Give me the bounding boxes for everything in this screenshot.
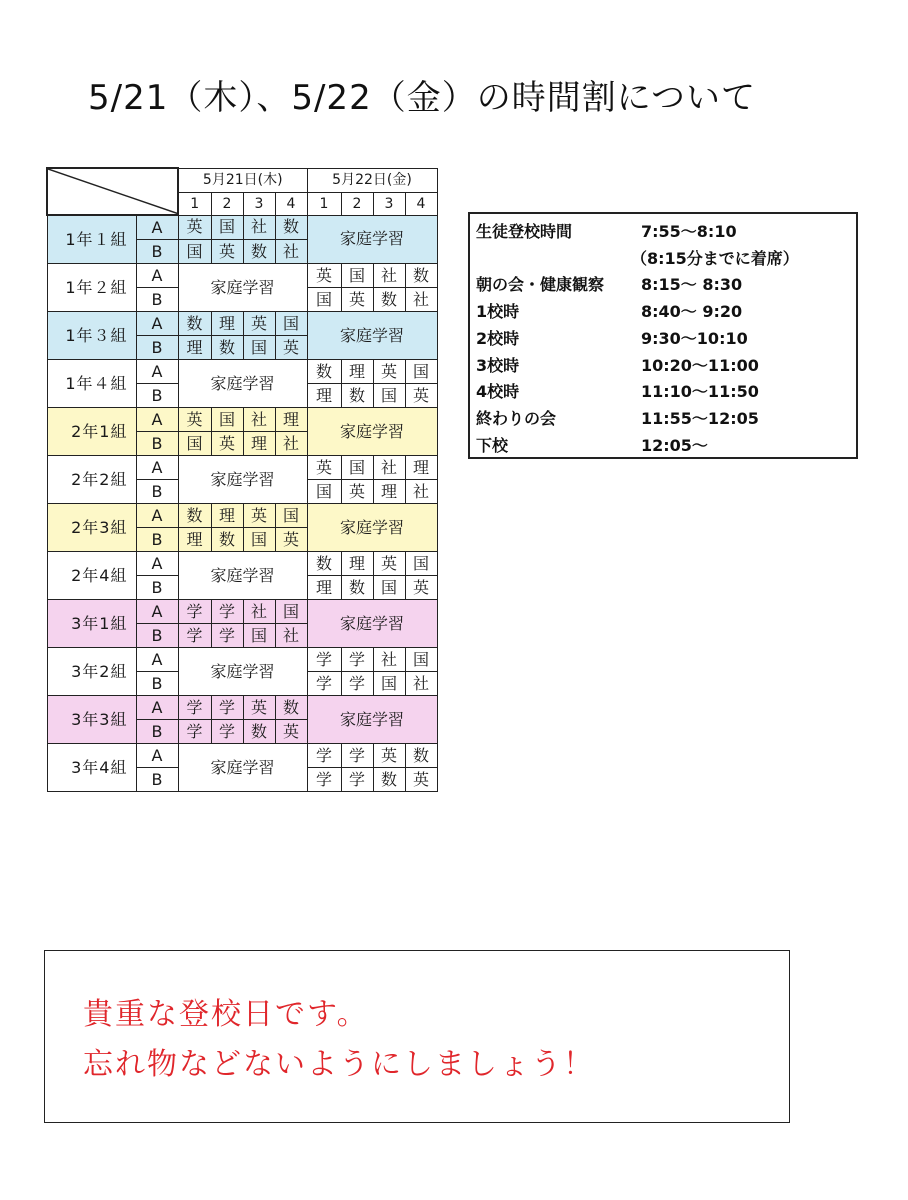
home-study-cell: 家庭学習 xyxy=(307,600,437,648)
subject-cell: 学 xyxy=(307,672,341,696)
subject-cell: 国 xyxy=(275,312,307,336)
class-name-cell: 2年4組 xyxy=(47,552,136,600)
subject-cell: 英 xyxy=(373,360,405,384)
subject-cell: 国 xyxy=(275,600,307,624)
subject-cell: 理 xyxy=(211,312,243,336)
group-b-label: B xyxy=(136,768,178,792)
subject-cell: 理 xyxy=(341,552,373,576)
subject-cell: 数 xyxy=(405,264,437,288)
subject-cell: 国 xyxy=(373,672,405,696)
group-b-label: B xyxy=(136,432,178,456)
schedule-label: 朝の会・健康観察 xyxy=(476,275,605,295)
subject-cell: 社 xyxy=(373,456,405,480)
home-study-cell: 家庭学習 xyxy=(307,312,437,360)
subject-cell: 学 xyxy=(211,600,243,624)
subject-cell: 社 xyxy=(275,432,307,456)
day1-header: 5月21日(木) xyxy=(178,168,307,192)
group-a-label: A xyxy=(136,215,178,240)
group-a-label: A xyxy=(136,504,178,528)
subject-cell: 学 xyxy=(211,624,243,648)
subject-cell: 数 xyxy=(243,720,275,744)
subject-cell: 社 xyxy=(275,240,307,264)
subject-cell: 社 xyxy=(405,288,437,312)
subject-cell: 理 xyxy=(243,432,275,456)
class-name-cell: 1年３組 xyxy=(47,312,136,360)
subject-cell: 国 xyxy=(405,552,437,576)
subject-cell: 学 xyxy=(307,768,341,792)
diagonal-line xyxy=(48,169,178,214)
schedule-label: 4校時 xyxy=(476,382,520,402)
subject-cell: 国 xyxy=(178,432,211,456)
subject-cell: 学 xyxy=(178,600,211,624)
class-name-cell: 1年２組 xyxy=(47,264,136,312)
subject-cell: 理 xyxy=(373,480,405,504)
subject-cell: 国 xyxy=(341,456,373,480)
class-name-cell: 2年3組 xyxy=(47,504,136,552)
subject-cell: 数 xyxy=(405,744,437,768)
schedule-time: 10:20～11:00 xyxy=(641,355,759,375)
group-a-label: A xyxy=(136,408,178,432)
day2-header: 5月22日(金) xyxy=(307,168,437,192)
subject-cell: 数 xyxy=(243,240,275,264)
subject-cell: 数 xyxy=(211,528,243,552)
subject-cell: 社 xyxy=(373,648,405,672)
subject-cell: 英 xyxy=(178,408,211,432)
subject-cell: 理 xyxy=(341,360,373,384)
notice-line-1: 貴重な登校日です。 xyxy=(83,997,369,1032)
schedule-time: 11:55～12:05 xyxy=(641,408,759,428)
schedule-time: 9:30～10:10 xyxy=(641,328,748,348)
class-name-cell: 1年４組 xyxy=(47,360,136,408)
period-header: 2 xyxy=(341,192,373,215)
schedule-time: 8:15～ 8:30 xyxy=(641,275,743,295)
subject-cell: 英 xyxy=(405,768,437,792)
subject-cell: 英 xyxy=(243,696,275,720)
subject-cell: 社 xyxy=(405,480,437,504)
period-header: 4 xyxy=(275,192,307,215)
home-study-cell: 家庭学習 xyxy=(307,408,437,456)
group-a-label: A xyxy=(136,744,178,768)
subject-cell: 理 xyxy=(178,336,211,360)
schedule-label: 3校時 xyxy=(476,355,520,375)
group-b-label: B xyxy=(136,672,178,696)
subject-cell: 社 xyxy=(405,672,437,696)
subject-cell: 社 xyxy=(373,264,405,288)
group-b-label: B xyxy=(136,240,178,264)
subject-cell: 英 xyxy=(178,215,211,240)
subject-cell: 学 xyxy=(341,744,373,768)
class-name-cell: 1年１組 xyxy=(47,215,136,264)
daily-schedule-box xyxy=(468,212,858,459)
home-study-cell: 家庭学習 xyxy=(178,648,307,696)
subject-cell: 国 xyxy=(307,288,341,312)
home-study-cell: 家庭学習 xyxy=(307,696,437,744)
schedule-time: 8:40～ 9:20 xyxy=(641,302,743,322)
group-a-label: A xyxy=(136,312,178,336)
class-name-cell: 2年1組 xyxy=(47,408,136,456)
subject-cell: 数 xyxy=(211,336,243,360)
schedule-label: 下校 xyxy=(476,435,509,455)
period-header: 2 xyxy=(211,192,243,215)
subject-cell: 国 xyxy=(341,264,373,288)
subject-cell: 社 xyxy=(243,408,275,432)
subject-cell: 英 xyxy=(307,456,341,480)
subject-cell: 学 xyxy=(341,672,373,696)
subject-cell: 数 xyxy=(178,504,211,528)
subject-cell: 学 xyxy=(307,744,341,768)
subject-cell: 国 xyxy=(178,240,211,264)
subject-cell: 社 xyxy=(275,624,307,648)
subject-cell: 数 xyxy=(307,552,341,576)
subject-cell: 英 xyxy=(373,744,405,768)
schedule-time: （8:15分までに着席） xyxy=(631,248,799,268)
group-b-label: B xyxy=(136,576,178,600)
class-name-cell: 2年2組 xyxy=(47,456,136,504)
subject-cell: 国 xyxy=(373,576,405,600)
period-header: 1 xyxy=(178,192,211,215)
subject-cell: 国 xyxy=(211,215,243,240)
subject-cell: 国 xyxy=(405,648,437,672)
period-header: 3 xyxy=(243,192,275,215)
subject-cell: 学 xyxy=(211,720,243,744)
subject-cell: 学 xyxy=(178,624,211,648)
schedule-label: 終わりの会 xyxy=(476,408,557,428)
subject-cell: 国 xyxy=(373,384,405,408)
schedule-time: 7:55～8:10 xyxy=(641,222,737,241)
class-name-cell: 3年4組 xyxy=(47,744,136,792)
subject-cell: 数 xyxy=(341,384,373,408)
subject-cell: 国 xyxy=(243,528,275,552)
period-header: 3 xyxy=(373,192,405,215)
group-b-label: B xyxy=(136,288,178,312)
period-header: 1 xyxy=(307,192,341,215)
subject-cell: 学 xyxy=(341,648,373,672)
subject-cell: 理 xyxy=(405,456,437,480)
subject-cell: 英 xyxy=(211,432,243,456)
schedule-time: 12:05～ xyxy=(641,435,708,455)
subject-cell: 学 xyxy=(211,696,243,720)
notice-line-2: 忘れ物などないようにしましょう！ xyxy=(83,1047,595,1082)
group-b-label: B xyxy=(136,384,178,408)
subject-cell: 国 xyxy=(405,360,437,384)
subject-cell: 英 xyxy=(275,336,307,360)
subject-cell: 英 xyxy=(275,528,307,552)
subject-cell: 英 xyxy=(243,504,275,528)
subject-cell: 理 xyxy=(307,576,341,600)
subject-cell: 数 xyxy=(275,215,307,240)
subject-cell: 国 xyxy=(243,336,275,360)
group-a-label: A xyxy=(136,456,178,480)
period-header: 4 xyxy=(405,192,437,215)
subject-cell: 数 xyxy=(178,312,211,336)
subject-cell: 国 xyxy=(307,480,341,504)
subject-cell: 社 xyxy=(243,215,275,240)
timetable xyxy=(46,167,438,792)
subject-cell: 数 xyxy=(275,696,307,720)
subject-cell: 英 xyxy=(275,720,307,744)
subject-cell: 英 xyxy=(341,480,373,504)
page-title: 5/21（木）、5/22（金）の時間割について xyxy=(88,78,757,118)
subject-cell: 英 xyxy=(373,552,405,576)
group-b-label: B xyxy=(136,720,178,744)
home-study-cell: 家庭学習 xyxy=(178,552,307,600)
home-study-cell: 家庭学習 xyxy=(307,504,437,552)
subject-cell: 数 xyxy=(373,288,405,312)
subject-cell: 国 xyxy=(211,408,243,432)
group-b-label: B xyxy=(136,480,178,504)
class-name-cell: 3年3組 xyxy=(47,696,136,744)
subject-cell: 数 xyxy=(341,576,373,600)
group-a-label: A xyxy=(136,552,178,576)
class-name-cell: 3年2組 xyxy=(47,648,136,696)
home-study-cell: 家庭学習 xyxy=(178,264,307,312)
subject-cell: 英 xyxy=(405,384,437,408)
group-a-label: A xyxy=(136,696,178,720)
subject-cell: 学 xyxy=(178,696,211,720)
class-name-cell: 3年1組 xyxy=(47,600,136,648)
subject-cell: 理 xyxy=(275,408,307,432)
subject-cell: 国 xyxy=(243,624,275,648)
subject-cell: 英 xyxy=(243,312,275,336)
schedule-label: 生徒登校時間 xyxy=(476,222,573,241)
home-study-cell: 家庭学習 xyxy=(178,456,307,504)
home-study-cell: 家庭学習 xyxy=(307,215,437,264)
subject-cell: 学 xyxy=(341,768,373,792)
group-b-label: B xyxy=(136,528,178,552)
group-a-label: A xyxy=(136,360,178,384)
schedule-label: 1校時 xyxy=(476,302,520,322)
subject-cell: 英 xyxy=(211,240,243,264)
home-study-cell: 家庭学習 xyxy=(178,360,307,408)
subject-cell: 学 xyxy=(307,648,341,672)
subject-cell: 理 xyxy=(211,504,243,528)
subject-cell: 学 xyxy=(178,720,211,744)
subject-cell: 理 xyxy=(307,384,341,408)
group-b-label: B xyxy=(136,336,178,360)
subject-cell: 数 xyxy=(307,360,341,384)
subject-cell: 社 xyxy=(243,600,275,624)
group-a-label: A xyxy=(136,648,178,672)
group-b-label: B xyxy=(136,624,178,648)
subject-cell: 数 xyxy=(373,768,405,792)
header-corner-cell xyxy=(47,168,178,215)
group-a-label: A xyxy=(136,264,178,288)
subject-cell: 国 xyxy=(275,504,307,528)
subject-cell: 英 xyxy=(341,288,373,312)
group-a-label: A xyxy=(136,600,178,624)
subject-cell: 英 xyxy=(307,264,341,288)
notice-box xyxy=(44,950,790,1123)
schedule-time: 11:10～11:50 xyxy=(641,382,759,402)
subject-cell: 英 xyxy=(405,576,437,600)
subject-cell: 理 xyxy=(178,528,211,552)
home-study-cell: 家庭学習 xyxy=(178,744,307,792)
schedule-label: 2校時 xyxy=(476,328,520,348)
